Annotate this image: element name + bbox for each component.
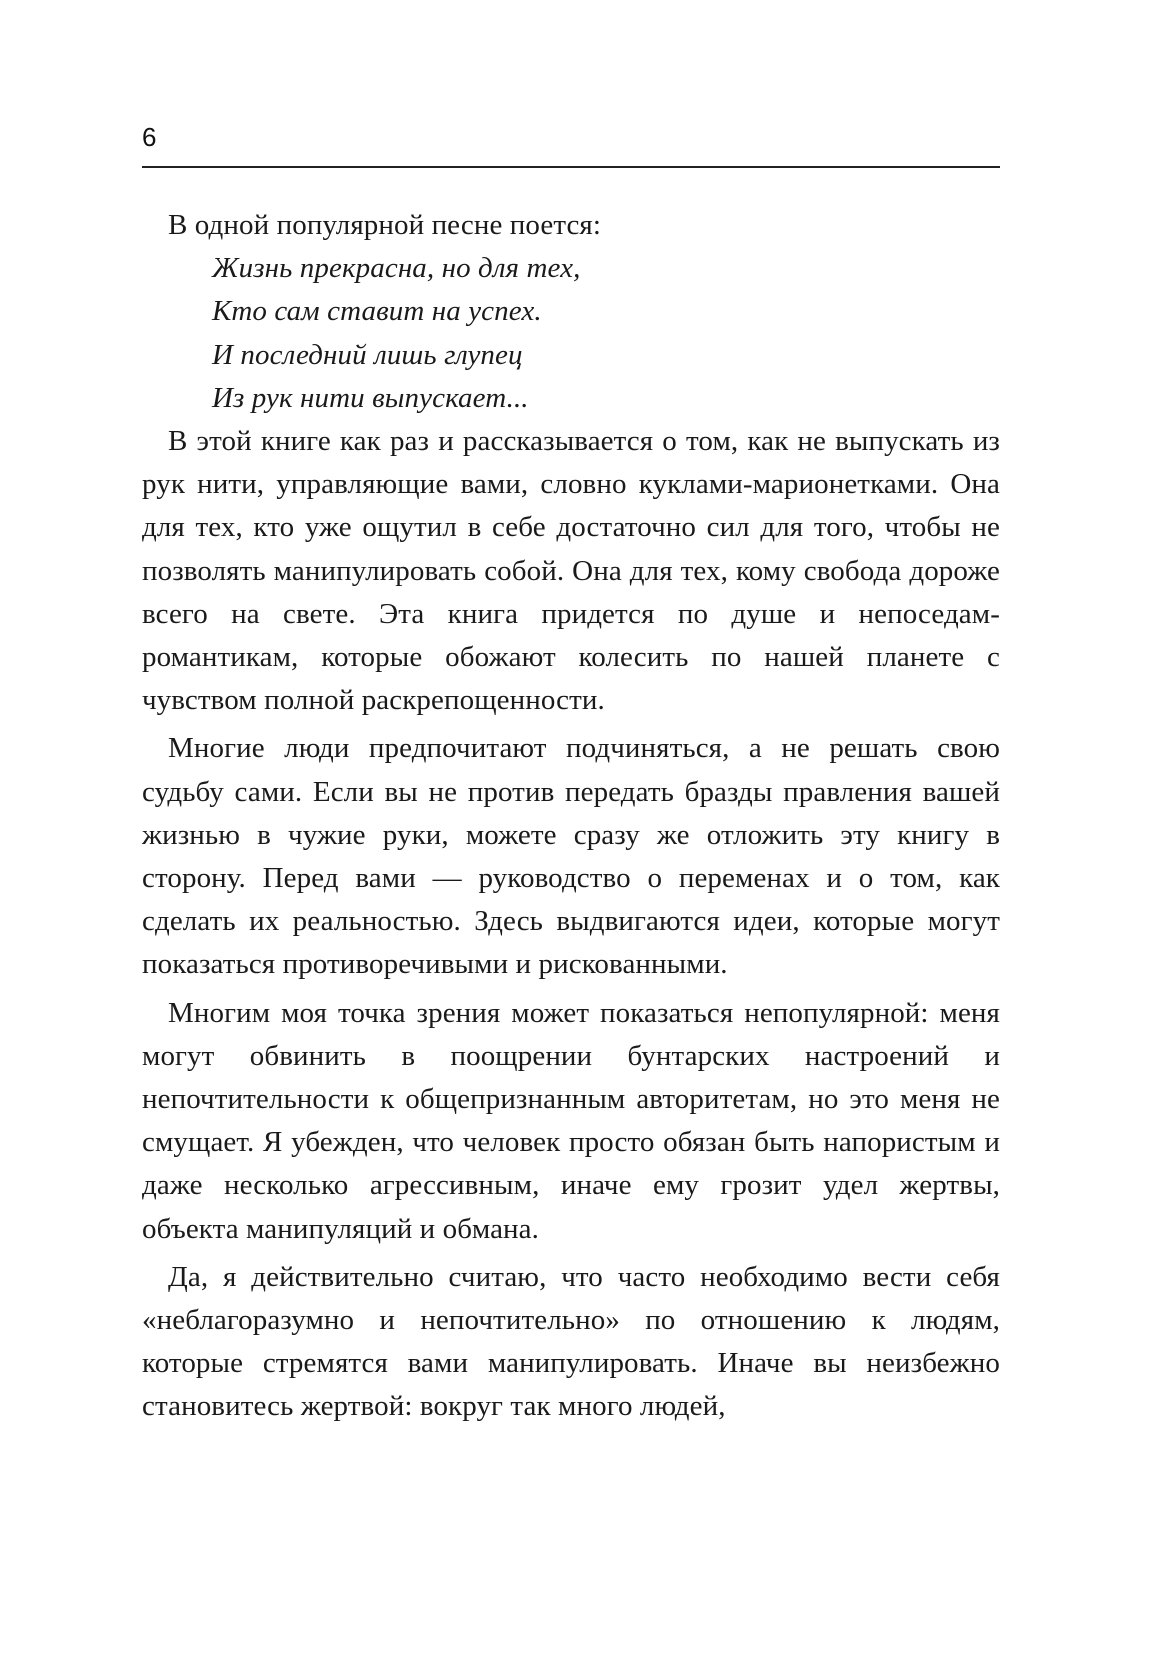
paragraph: Да, я действительно считаю, что часто необходимо вести себя «неблагоразумно и непочтительно» по отношению к людям, которые стремятся вами манипулировать. Иначе вы неизбежно становитесь жертвой: вокруг так много людей, [142, 1260, 1000, 1423]
page-header [142, 122, 1000, 168]
paragraph: Многим моя точка зрения может показаться непопулярной: меня могут обвинить в поощрении бунтарских настроений и непочтительности к общепризнанным авторитетам, но это меня не смущает. Я убежден, что человек просто обязан быть напористым и даже несколько агрессивным, иначе ему грозит удел жертвы, объекта манипуляций и обмана. [142, 996, 1000, 1245]
intro-line: В одной популярной песне поется: [168, 209, 602, 241]
page-number: 6 [142, 122, 157, 152]
poem-line: Кто сам ставит на успех. [212, 295, 542, 328]
poem-line: Из рук нити выпускает... [212, 381, 529, 414]
page-body [142, 204, 1000, 1434]
poem-line: И последний лишь глупец [212, 338, 523, 371]
poem-quote [142, 247, 1000, 420]
paragraph: В этой книге как раз и рассказывается о том, как не выпускать из рук нити, управляющие вами, словно куклами-марионетками. Она для тех, кто уже ощутил в себе достаточно сил для того, чтобы не позволять манипулировать собой. Она для тех, кому свобода дороже всего на свете. Эта книга придется по душе и непоседам-романтикам, которые обожают колесить по нашей планете с чувством полной раскрепощенности. [142, 425, 1000, 717]
paragraph: Многие люди предпочитают подчиняться, а не решать свою судьбу сами. Если вы не против передать бразды правления вашей жизнью в чужие руки, можете сразу же отложить эту книгу в сторону. Перед вами — руководство о переменах и о том, как сделать их реальностью. Здесь выдвигаются идеи, которые могут показаться противоречивыми и рискованными. [142, 732, 1000, 981]
poem-line: Жизнь прекрасна, но для тех, [212, 252, 581, 285]
